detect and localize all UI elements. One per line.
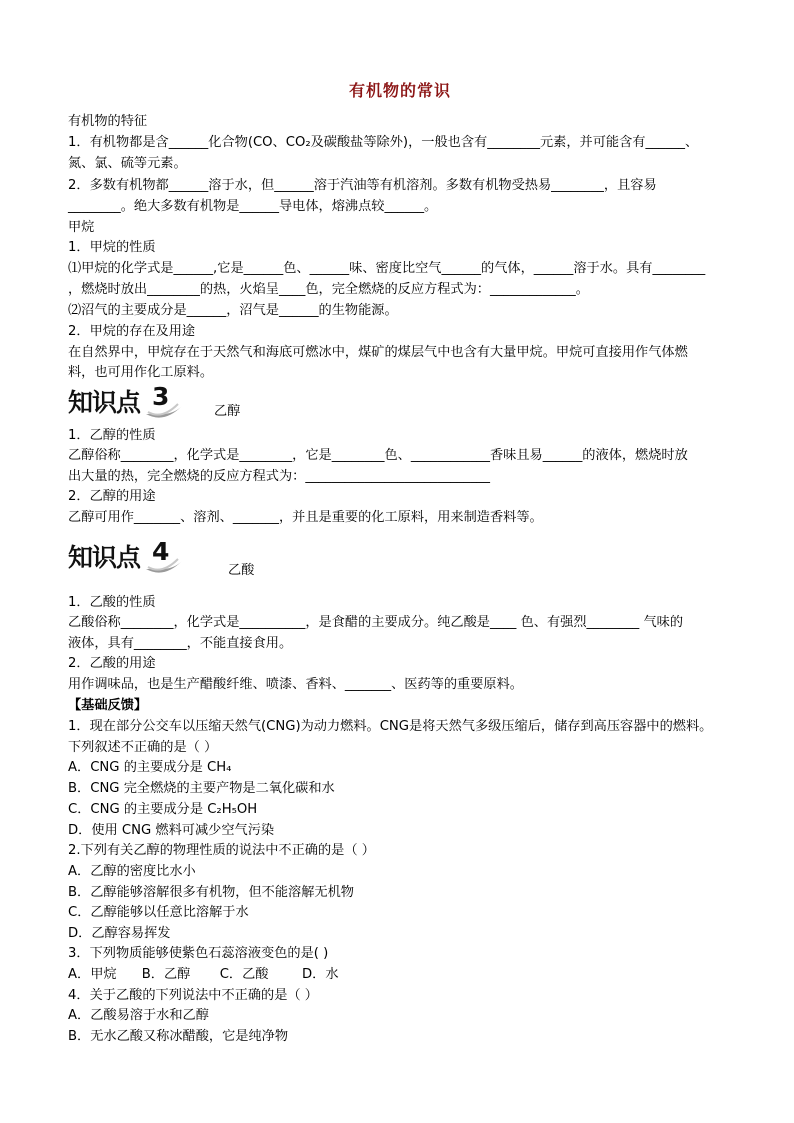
- question-2: 2.下列有关乙醇的物理性质的说法中不正确的是（ ）: [68, 843, 375, 858]
- text-line: ，燃烧时放出________的热，火焰呈____色，完全燃烧的反应方程式为：_____________。: [68, 282, 589, 297]
- option-a: A．CNG 的主要成分是 CH₄: [68, 760, 232, 775]
- text-line: 1．乙醇的性质: [68, 428, 156, 443]
- text-line: 乙醇俗称________，化学式是________，它是________色、____________香味且易______的液体，燃烧时放: [68, 448, 688, 463]
- text-line: 2．乙酸的用途: [68, 656, 156, 671]
- text-line: 用作调味品，也是生产醋酸纤维、喷漆、香料、_______、医药等的重要原料。: [68, 677, 523, 692]
- text-line: 在自然界中，甲烷存在于天然气和海底可燃冰中，煤矿的煤层气中也含有大量甲烷。甲烷可直接用作气体燃: [68, 345, 688, 360]
- question-4: 4．关于乙酸的下列说法中不正确的是（ ）: [68, 988, 318, 1003]
- text-line: 出大量的热，完全燃烧的反应方程式为：____________________________: [68, 469, 490, 484]
- text-line: 1．乙酸的性质: [68, 595, 156, 610]
- option-a: A．乙酸易溶于水和乙醇: [68, 1008, 209, 1023]
- option-a: A．乙醇的密度比水小: [68, 864, 196, 879]
- option-b: B．无水乙酸又称冰醋酸，它是纯净物: [68, 1029, 289, 1044]
- section-heading-methane: 甲烷: [68, 220, 95, 235]
- text-line: 乙酸俗称________，化学式是__________，是食醋的主要成分。纯乙酸是____ 色、有强烈________ 气味的: [68, 615, 684, 630]
- page-title: 有机物的常识: [348, 81, 451, 100]
- question-3: 3．下列物质能够使紫色石蕊溶液变色的是( ): [68, 946, 329, 961]
- feedback-heading: 【基础反馈】: [68, 698, 148, 713]
- number-badge-icon: [142, 384, 186, 420]
- text-line: 2．乙醇的用途: [68, 489, 156, 504]
- knowledge-point-3-banner: [68, 378, 186, 420]
- option-b: B．乙醇能够溶解很多有机物，但不能溶解无机物: [68, 885, 354, 900]
- knowledge-point-number: 4: [152, 537, 170, 566]
- section-heading-organic: 有机物的特征: [68, 114, 148, 129]
- option-c: C．CNG 的主要成分是 C₂H₅OH: [68, 802, 258, 817]
- text-line: 2．多数有机物都______溶于水，但______溶于汽油等有机溶剂。多数有机物受热易________，且容易: [68, 178, 657, 193]
- text-line: 料，也可用作化工原料。: [68, 365, 214, 380]
- knowledge-point-number: 3: [152, 382, 170, 411]
- option-d: D．使用 CNG 燃料可减少空气污染: [68, 823, 275, 838]
- question-3-options: A．甲烷 B．乙醇 C．乙酸 D．水: [68, 967, 339, 982]
- text-line: 乙醇可用作_______、溶剂、_______，并且是重要的化工原料，用来制造香料等。: [68, 510, 543, 525]
- knowledge-point-label: 知识点: [68, 388, 141, 417]
- text-line: 液体，具有________，不能直接食用。: [68, 636, 293, 651]
- question-1: 1．现在部分公交车以压缩天然气(CNG)为动力燃料。CNG是将天然气多级压缩后，储存到高压容器中的燃料。: [68, 719, 713, 734]
- text-line: ⑴甲烷的化学式是______,它是______色、______味、密度比空气______的气体，______溶于水。具有________: [68, 261, 706, 276]
- text-line: 氮、氯、硫等元素。: [68, 156, 187, 171]
- option-b: B．CNG 完全燃烧的主要产物是二氧化碳和水: [68, 781, 335, 796]
- text-line: ⑵沼气的主要成分是______，沼气是______的生物能源。: [68, 303, 398, 318]
- text-line: 1．甲烷的性质: [68, 240, 156, 255]
- question-1-stem: 下列叙述不正确的是（ ）: [68, 740, 218, 755]
- text-line: ________。绝大多数有机物是______导电体，熔沸点较______。: [68, 199, 438, 214]
- text-line: 1．有机物都是含______化合物(CO、CO₂及碳酸盐等除外)，一般也含有________元素，并可能含有______、: [68, 135, 699, 150]
- number-badge-icon: [142, 539, 186, 575]
- option-c: C．乙醇能够以任意比溶解于水: [68, 905, 249, 920]
- option-d: D．乙醇容易挥发: [68, 926, 171, 941]
- knowledge-point-title: 乙酸: [228, 563, 255, 578]
- knowledge-point-title: 乙醇: [214, 404, 241, 419]
- knowledge-point-label: 知识点: [68, 543, 141, 572]
- knowledge-point-4-banner: [68, 533, 186, 575]
- text-line: 2．甲烷的存在及用途: [68, 324, 196, 339]
